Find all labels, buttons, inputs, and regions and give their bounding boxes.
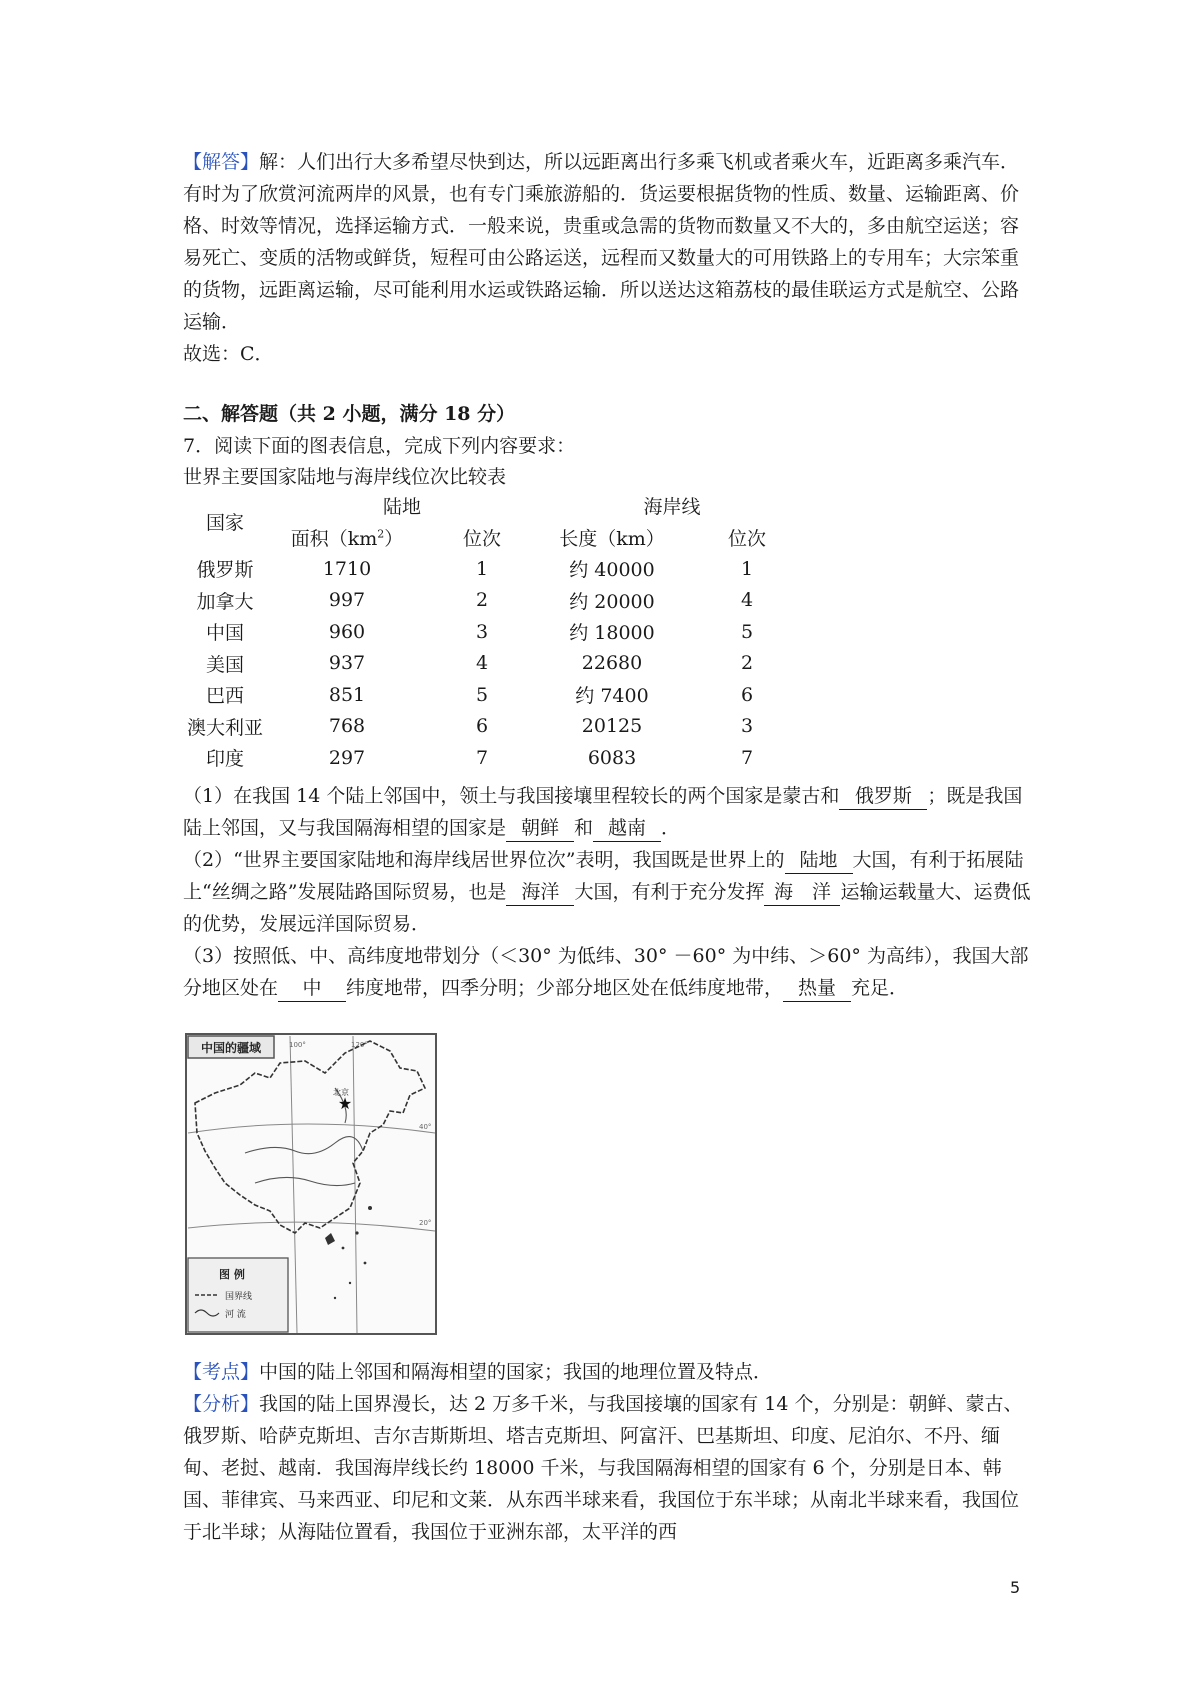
legend-river-label: 河 流	[225, 1310, 246, 1320]
grid-label: 120°	[351, 1041, 368, 1049]
china-territory-map	[185, 1033, 437, 1335]
legend-border-label: 国界线	[225, 1292, 253, 1302]
table-title: 世界主要国家陆地与海岸线位次比较表	[183, 466, 507, 488]
table-row: 俄罗斯 1710 1 约 40000 1	[196, 557, 754, 582]
header-coast-length: 长度（km）	[559, 527, 665, 550]
blank-answer: 热量	[783, 975, 851, 1002]
map-title: 中国的疆域	[200, 1041, 262, 1055]
sub-question-1: （1）在我国 14 个陆上邻国中，领土与我国接壤里程较长的两个国家是蒙古和 俄罗斯 ；既是我国陆上邻国，又与我国隔海相望的国家是 朝鲜 和 越南 ．	[183, 780, 1031, 844]
capital-star-icon: ★	[337, 1094, 353, 1113]
header-land: 陆地	[382, 496, 421, 519]
header-country: 国家	[205, 512, 244, 534]
header-coast: 海岸线	[643, 496, 701, 519]
kaodian-paragraph: 【考点】中国的陆上邻国和隔海相望的国家；我国的地理位置及特点．	[183, 1361, 773, 1383]
blank-answer: 朝鲜	[506, 815, 574, 842]
fenxi-tag: 【分析】	[183, 1393, 260, 1415]
question-stem: 7．阅读下面的图表信息，完成下列内容要求：	[183, 435, 576, 457]
grid-label: 100°	[289, 1041, 306, 1049]
fenxi-paragraph: 【分析】我国的陆上国界漫长，达 2 万多千米，与我国接壤的国家有 14 个，分别是：朝鲜、蒙古、俄罗斯、哈萨克斯坦、吉尔吉斯斯坦、塔吉克斯坦、阿富汗、巴基斯坦、印度、尼泊尔、不丹、缅甸、老挝、越南．我国海岸线长约 18000 千米，与我国隔海相望的国家有 6 个，分别是日本、韩国、菲律宾、马来西亚、印尼和文莱．从东西半球来看，我国位于东半球；从南北半球来看，我国位于北半球；从海陆位置看，我国位于亚洲东部，太平洋的西	[183, 1393, 1023, 1543]
blank-answer: 中	[278, 975, 346, 1002]
table-row: 中国 960 3 约 18000 5	[205, 620, 754, 645]
map-legend	[188, 1258, 288, 1332]
sub-question-2: （2）“世界主要国家陆地和海岸线居世界位次”表明，我国既是世界上的 陆地 大国，有利于拓展陆上“丝绸之路”发展陆路国际贸易，也是 海洋 大国，有利于充分发挥 海 洋 运输运载量大、运费低的优势，发展远洋国际贸易．	[183, 849, 1031, 935]
page-number: 5	[1010, 1578, 1021, 1597]
header-area: 面积$(km^2)$	[290, 527, 404, 550]
table-row: 美国 937 4 22680 2	[205, 652, 754, 676]
blank-answer: 越南	[593, 815, 661, 842]
grid-label: 40°	[419, 1123, 432, 1131]
blank-answer: 俄罗斯	[839, 783, 927, 810]
grid-label: 20°	[419, 1219, 432, 1227]
table-header-row-2	[183, 522, 807, 554]
answer-tag: 【解答】	[183, 151, 260, 173]
table-header-row-1	[183, 490, 807, 522]
header-land-rank: 位次	[462, 527, 501, 550]
sub-question-3: （3）按照低、中、高纬度地带划分（＜30° 为低纬、30° －60° 为中纬、＞60° 为高纬），我国大部分地区处在 中 纬度地带，四季分明；少部分地区处在低纬度地带， 热量 充足．	[183, 940, 1031, 1004]
header-coast-rank: 位次	[727, 527, 766, 550]
table-row: 澳大利亚 768 6 20125 3	[186, 715, 754, 739]
blank-answer: 海	[764, 879, 802, 906]
answer-paragraph	[183, 146, 1031, 338]
answer-text: 解：人们出行大多希望尽快到达，所以远距离出行多乘飞机或者乘火车，近距离多乘汽车．有时为了欣赏河流两岸的风景，也有专门乘旅游船的．货运要根据货物的性质、数量、运输距离、价格、时效等情况，选择运输方式．一般来说，贵重或急需的货物而数量又不大的，多由航空运送；容易死亡、变质的活物或鲜货，短程可由公路运送，远程而又数量大的可用铁路上的专用车；大宗笨重的货物，远距离运输，尽可能利用水运或铁路运输．所以送达这箱荔枝的最佳联运方式是航空、公路运输．	[183, 151, 1020, 333]
comparison-table	[183, 490, 807, 774]
section-heading: 二、解答题（共 2 小题，满分 18 分）	[183, 403, 516, 425]
legend-title: 图 例	[219, 1268, 245, 1281]
blank-answer: 陆地	[785, 847, 853, 874]
blank-answer: 洋	[802, 879, 840, 906]
kaodian-tag: 【考点】	[183, 1361, 260, 1383]
blank-answer: 海洋	[506, 879, 574, 906]
capital-label: 北京	[333, 1088, 349, 1097]
table-row: 巴西 851 5 约 7400 6	[205, 683, 754, 708]
answer-choice: 故选：C．	[183, 343, 274, 365]
table-row: 印度 297 7 6083 7	[205, 746, 754, 771]
table-row: 加拿大 997 2 约 20000 4	[196, 589, 754, 613]
